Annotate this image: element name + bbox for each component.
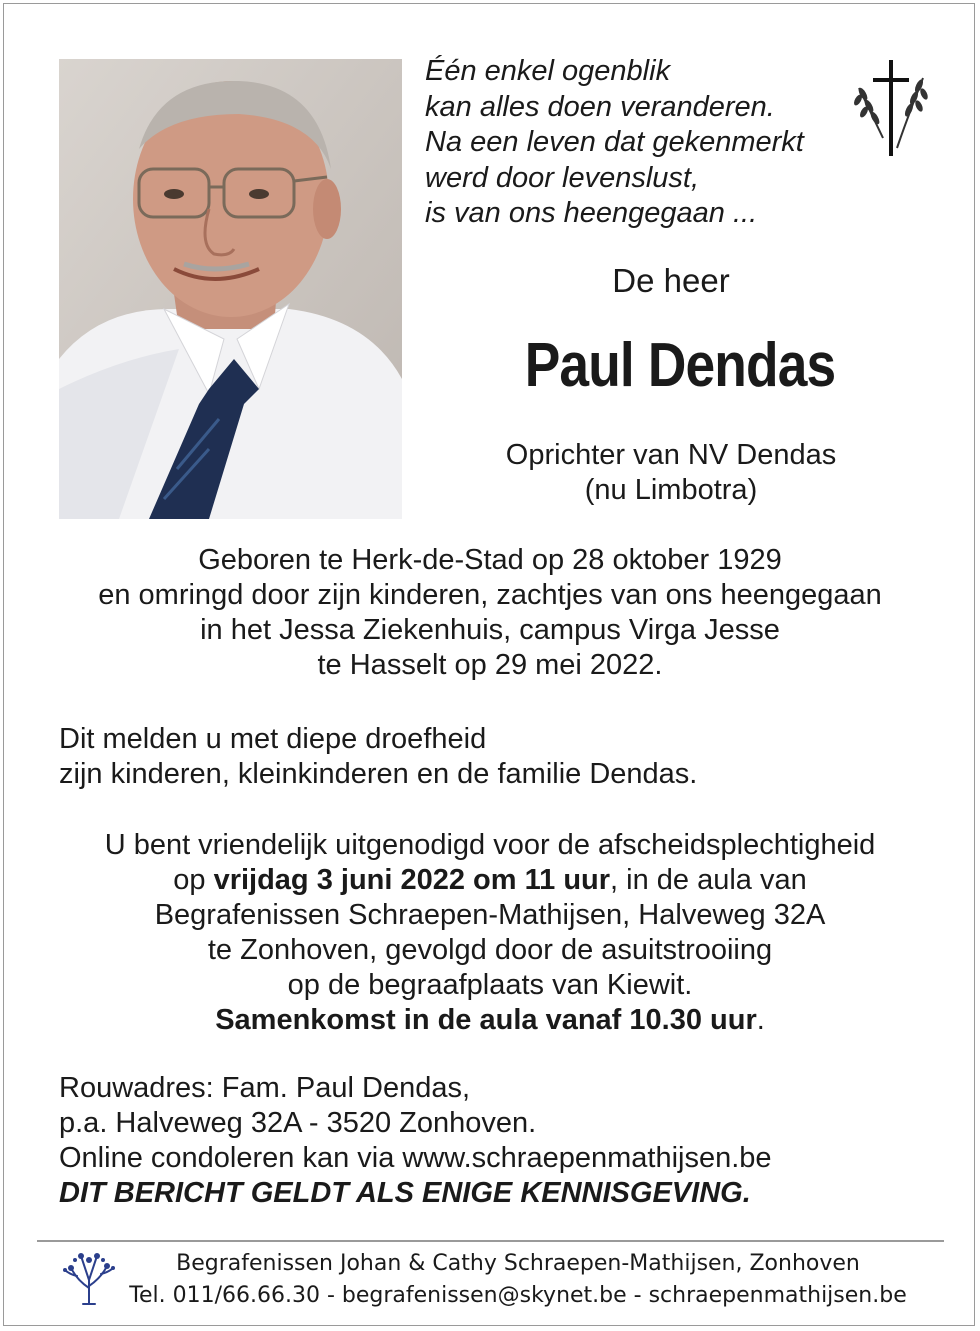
role-line: (nu Limbotra) (584, 474, 758, 506)
ceremony-date: vrijdag 3 juni 2022 om 11 uur (213, 864, 611, 896)
sole-notice: DIT BERICHT GELDT ALS ENIGE KENNISGEVING. (59, 1177, 751, 1209)
birth-line: te Hasselt op 29 mei 2022. (317, 649, 663, 681)
birth-line: in het Jessa Ziekenhuis, campus Virga Jesse (200, 614, 780, 646)
invitation-text: op (173, 864, 214, 896)
invitation-line: op de begraafplaats van Kiewit. (287, 969, 693, 1001)
invitation-line (40, 863, 940, 898)
verse-line: Na een leven dat gekenmerkt (425, 126, 804, 158)
funeral-home-footer (118, 1248, 918, 1312)
verse-line: werd door levenslust, (425, 161, 700, 194)
role-line: Oprichter van NV Dendas (505, 439, 837, 471)
portrait-illustration (59, 59, 402, 519)
funeral-home-contact[interactable]: Tel. 011/66.66.30 - begrafenissen@skynet.be - schraepenmathijsen.be (129, 1283, 907, 1308)
announcement-line: Dit melden u met diepe droefheid (59, 723, 487, 755)
birth-line: en omringd door zijn kinderen, zachtjes van ons heengegaan (98, 579, 882, 611)
portrait-photo (59, 59, 402, 519)
opening-verse (425, 54, 804, 232)
deceased-name: Paul Dendas (524, 331, 836, 400)
deceased-role (420, 438, 922, 508)
family-announcement (59, 722, 697, 792)
birth-and-death-details (40, 543, 940, 683)
verse-line: is van ons heengegaan ... (425, 197, 758, 229)
footer-divider (37, 1240, 944, 1242)
verse-line: kan alles doen veranderen. (425, 90, 775, 123)
announcement-line: zijn kinderen, kleinkinderen en de familie Dendas. (59, 758, 698, 790)
ceremony-invitation (40, 828, 940, 1038)
birth-line: Geboren te Herk-de-Stad op 28 oktober 1929 (198, 544, 782, 576)
invitation-line: Begrafenissen Schraepen-Mathijsen, Halveweg 32A (154, 899, 826, 931)
salutation: De heer (612, 262, 730, 299)
invitation-line (40, 1003, 940, 1038)
mourning-address (59, 1071, 772, 1211)
address-line: p.a. Halveweg 32A - 3520 Zonhoven. (59, 1107, 537, 1139)
address-line: Rouwadres: Fam. Paul Dendas, (59, 1072, 471, 1104)
condolence-link[interactable]: Online condoleren kan via www.schraepenmathijsen.be (59, 1142, 772, 1174)
verse-line: Één enkel ogenblik (425, 55, 671, 87)
invitation-line: te Zonhoven, gevolgd door de asuitstrooiing (207, 934, 773, 966)
funeral-home-name: Begrafenissen Johan & Cathy Schraepen-Mathijsen, Zonhoven (176, 1251, 860, 1276)
tree-logo-icon (63, 1250, 115, 1306)
invitation-text: . (756, 1004, 765, 1036)
cross-with-wheat-icon (853, 58, 929, 158)
invitation-line: U bent vriendelijk uitgenodigd voor de afscheidsplechtigheid (104, 829, 876, 861)
invitation-text: , in de aula van (610, 864, 807, 896)
gathering-time: Samenkomst in de aula vanaf 10.30 uur (215, 1004, 757, 1036)
